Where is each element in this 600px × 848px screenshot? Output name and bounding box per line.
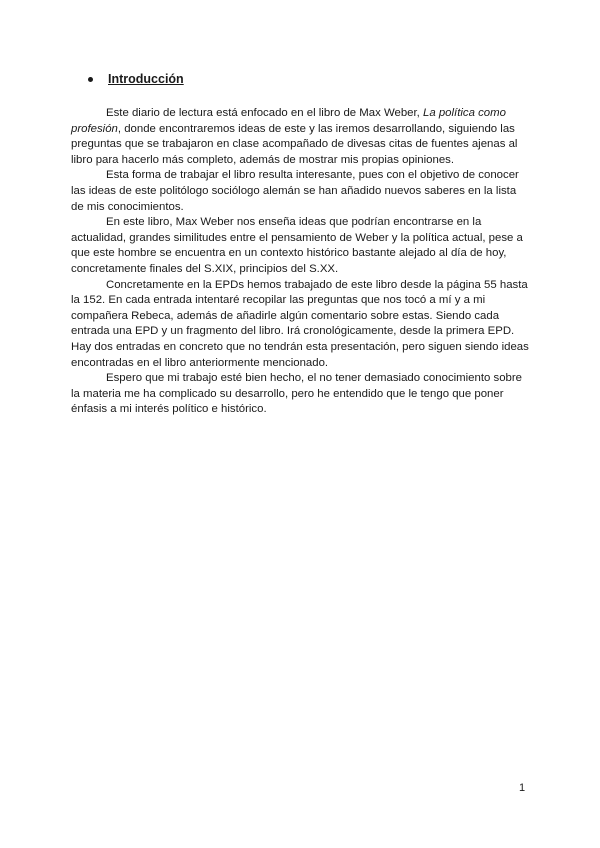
book-title: La política como profesión (71, 107, 506, 135)
paragraph: Espero que mi trabajo esté bien hecho, el no tener demasiado conocimiento sobre la materia me ha complicado su desarrollo, pero he entendido que le tengo que poner énfasis a mi interés político e histórico. (71, 372, 523, 416)
section-heading-text: Introducción (108, 72, 184, 86)
paragraph-text: Este diario de lectura está enfocado en el libro de Max Weber, (106, 107, 424, 119)
section-heading (88, 72, 184, 86)
paragraph: Concretamente en la EPDs hemos trabajado de este libro desde la página 55 hasta la 152. En cada entrada intentaré recopilar las preguntas que nos tocó a mí y a mi compañera Rebeca, además de añadirle algún comentario sobre estas. Siendo cada entrada una EPD y un fragmento del libro. Irá cronológicamente, desde la primera EPD. Hay dos entradas en concreto que no tendrán esta presentación, pero siguen siendo ideas encontradas en el libro anteriormente mencionado. (71, 278, 529, 369)
paragraph: Esta forma de trabajar el libro resulta interesante, pues con el objetivo de conocer las ideas de este politólogo sociólogo alemán se han añadido nuevos saberes en la lista de mis conocimientos. (71, 169, 519, 213)
paragraph-text: , donde encontraremos ideas de este y las iremos desarrollando, siguiendo las preguntas que se trabajaron en clase acompañado de divesas citas de fuentes ajenas al libro para hacerlo más completo, además de mostrar mis propias opiniones. (71, 122, 518, 166)
body-text (71, 106, 531, 418)
page-number: 1 (519, 782, 526, 794)
paragraph: En este libro, Max Weber nos enseña ideas que podrían encontrarse en la actualidad, grandes similitudes entre el pensamiento de Weber y la política actual, pese a que este hombre se encuentra en un contexto histórico bastante alejado al día de hoy, concretamente finales del S.XIX, principios del S.XX. (71, 216, 523, 275)
bullet-icon (88, 77, 93, 82)
paragraph (71, 106, 531, 168)
